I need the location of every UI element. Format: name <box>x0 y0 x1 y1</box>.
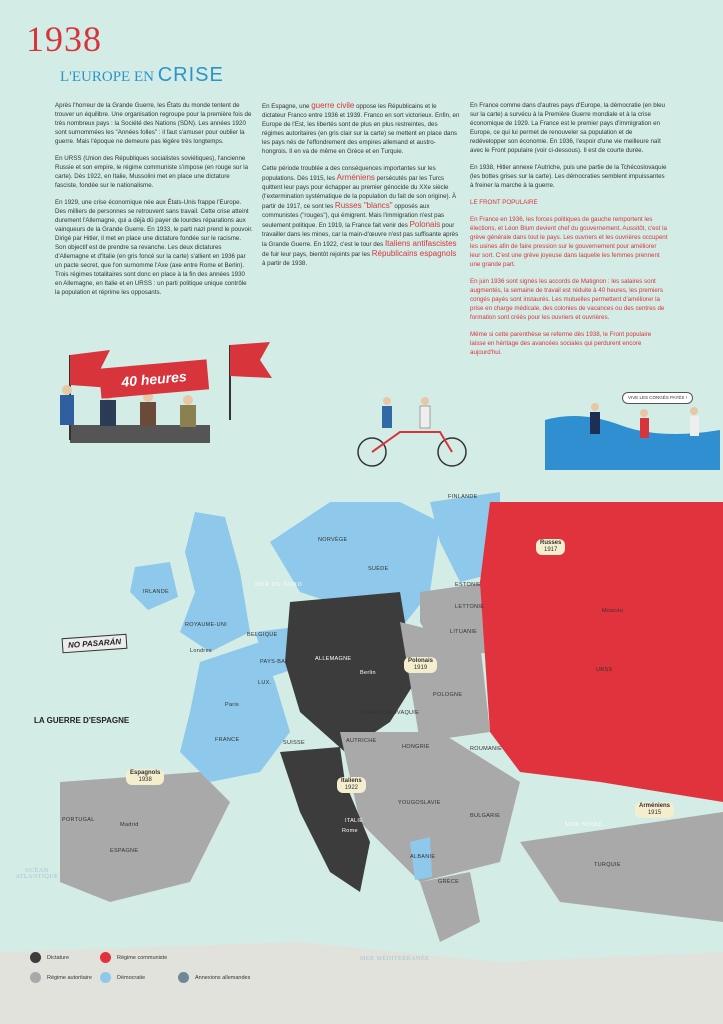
highlight-armeniens: Arméniens <box>336 173 375 182</box>
text-run: persécutés par les Turcs quittent leur pays pour échapper au premier génocide du XXe siècle (l'extermination systématique de la population du fait de son origine). À partir de 1917, ce sont les <box>262 175 457 210</box>
tandem-illustration <box>358 397 466 466</box>
tag-year: 1938 <box>138 777 152 783</box>
city-berlin: Berlin <box>360 670 376 676</box>
label-allemagne: ALLEMAGNE <box>315 656 352 662</box>
label-lituanie: LITUANIE <box>450 629 478 635</box>
worker-head <box>62 385 72 395</box>
text-run: opposés aux communistes ("rouges"), qui émigrent. Mais l'immigration n'est pas seulement politique. En 1919, la France fait venir des <box>262 203 445 229</box>
map-svg <box>0 482 723 1024</box>
label-yougoslavie: YOUGOSLAVIE <box>398 800 441 806</box>
rider <box>382 406 392 428</box>
text-run: de fuir leur pays, bientôt rejoints par les <box>262 251 372 258</box>
tag-name: Arméniens <box>639 803 671 809</box>
paragraph: En URSS (Union des Républiques socialistes soviétiques), l'ancienne Russie et son empire, le régime communiste s'impose (en rouge sur la carte). Dès 1922, en Italie, Mussolini met en place une dictature fasciste, fondée sur le nationalisme. <box>55 155 249 189</box>
text-run: Cette période troublée a des conséquences importantes sur les populations. Dès 1915, les <box>262 165 436 182</box>
illustrations-layer <box>0 0 723 482</box>
text-section <box>0 0 723 482</box>
label-autriche: AUTRICHE <box>346 738 377 744</box>
label-irlande: IRLANDE <box>143 589 169 595</box>
label-lux: LUX. <box>258 680 272 686</box>
front-populaire-title: LE FRONT POPULAIRE <box>470 199 538 206</box>
legend-dictature <box>30 952 69 963</box>
sea-mediterranee: MER MÉDITERRANÉE <box>360 956 430 962</box>
bather-head <box>690 407 698 415</box>
migration-tag-russes <box>536 539 565 555</box>
migration-tag-espagnols <box>126 769 164 785</box>
label-turquie: TURQUIE <box>594 862 621 868</box>
label-grece: GRÈCE <box>438 879 460 885</box>
rider-head <box>383 397 391 405</box>
guerre-espagne-label: LA GUERRE D'ESPAGNE <box>34 716 130 725</box>
label-pays-bas: PAYS-BAS <box>260 659 290 665</box>
paragraph: En juin 1936 sont signés les accords de Matignon : les salaires sont augmentés, la semaine de travail est réduite à 40 heures, les premiers congés payés sont instaurés. Les mutuelles permettent d'améliorer la prise en charge médicale, des colonies de vacances ou des centres de formation sont créés pour les ouvriers et ouvrières. <box>470 278 665 321</box>
city-moscou: Moscou <box>602 608 624 614</box>
bathers-illustration <box>545 403 720 470</box>
tag-year: 1915 <box>647 810 662 816</box>
subtitle-prefix: L'EUROPE EN <box>60 69 154 85</box>
legend-swatch <box>100 952 111 963</box>
city-londres: Londres <box>190 648 212 654</box>
legend-label: Dictature <box>47 954 70 961</box>
tag-name: Polonais <box>408 658 434 664</box>
label-royaume-uni: ROYAUME-UNI <box>185 622 228 628</box>
label-pologne: POLOGNE <box>433 692 463 698</box>
worker-figure <box>140 402 156 426</box>
sea-mer-noire: MER NOIRE <box>565 822 603 828</box>
europe-map <box>0 482 723 1024</box>
page-year-title: 1938 <box>26 19 102 59</box>
tag-year: 1922 <box>344 785 359 791</box>
text-run: En Espagne, une <box>262 103 312 110</box>
legend-communiste <box>100 952 167 963</box>
sea-mer-du-nord: MER DU NORD <box>255 582 303 588</box>
paragraph: Après l'horreur de la Grande Guerre, les États du monde tentent de trouver un équilibre. Une organisation regroupe pour la première fois de très nombreux pays : la Société des Nations (SDN). Les années 1920 sont surnommées les "Années folles" : il faut s'amuser pour oublier la guerre. Mais l'époque ne demeure pas légère très longtemps. <box>55 102 252 145</box>
label-estonie: ESTONIE <box>455 582 482 588</box>
label-france: FRANCE <box>215 737 240 743</box>
label-finlande: FINLANDE <box>448 494 478 500</box>
label-espagne: ESPAGNE <box>110 848 139 854</box>
red-flag <box>230 342 272 378</box>
paragraph: En 1938, Hitler annexe l'Autriche, puis une partie de la Tchécoslovaquie (les bottes grises sur la carte). Les démocraties semblent impuissantes à freiner la marche à la guerre. <box>470 164 667 189</box>
label-tchecoslovaquie: TCHÉCOSLOVAQUIE <box>360 710 420 716</box>
label-hongrie: HONGRIE <box>402 744 430 750</box>
legend-swatch <box>30 972 41 983</box>
worker-head <box>183 395 193 405</box>
paragraph: En France comme dans d'autres pays d'Europe, la démocratie (en bleu sur la carte) a survécu à la Première Guerre mondiale et à la crise économique de 1929. La France est le premier pays d'immigration en Europe, ce qui lui permet de renouveler sa population et de redévelopper son économie. En 1936, l'espoir d'une vie meilleure naît avec le Front populaire (voir ci-dessous). Il est de courte durée. <box>470 102 665 154</box>
legend-autoritaire <box>30 972 92 983</box>
label-bulgarie: BULGARIE <box>470 813 501 819</box>
worker-figure <box>100 400 116 426</box>
legend-label: Régime communiste <box>117 954 168 961</box>
paragraph: En 1929, une crise économique née aux États-Unis frappe l'Europe. Des milliers de personnes se retrouvent sans travail. Cette crise atteint durement l'Allemagne, qui a déjà dû payer de lourdes réparations aux vainqueurs de la Grande Guerre. En 1933, le parti nazi prend le pouvoir. Dirigé par Hitler, il met en place une dictature fondée sur le racisme. Son objectif est de prendre sa revanche. Les deux dictatures d'Allemagne et d'Italie (en gris foncé sur la carte) s'allient en 1936 par un pacte secret, que l'on surnomme l'Axe (axe entre Rome et Berlin). Trois régimes totalitaires sont donc en place à la fin des années 1930 en Allemagne, en Italie et en URSS : un parti politique unique contrôle la population et réprime les opposants. <box>55 199 253 296</box>
bather-head <box>640 409 648 417</box>
bather <box>590 412 600 434</box>
tag-year: 1919 <box>413 665 428 671</box>
label-norvege: NORVÈGE <box>318 537 348 543</box>
highlight-russes-blancs: Russes "blancs" <box>334 201 393 210</box>
paragraph: En France en 1936, les forces politiques de gauche remportent les élections, et Léon Blum devient chef du gouvernement. Aussitôt, c'est la grève générale dans tout le pays. Les ouvriers et les ouvrières occupent les usines afin de faire pression sur le gouvernement pour améliorer leur sort. C'est une grève joyeuse dans laquelle les femmes prennent une grande part. <box>470 216 668 268</box>
sea-ocean-atlantique: OCÉAN ATLANTIQUE <box>15 868 59 880</box>
label-suisse: SUISSE <box>283 740 305 746</box>
highlight-polonais: Polonais <box>409 220 441 229</box>
no-pasaran-sign: NO PASARÁN <box>62 634 128 654</box>
speech-bubble: VIVE LES CONGÉS PAYÉS ! <box>622 392 693 404</box>
legend-swatch <box>100 972 111 983</box>
migration-tag-italiens <box>337 777 366 793</box>
text-run: oppose les Républicains et le dictateur Franco entre 1936 et 1939. Franco en sort victorieux. Enfin, en Europe de l'Est, les libertés sont de plus en plus restreintes, des régimes autoritaires (en gris clair sur la carte) se mettent en place dans les pays nés de l'effondrement des empires allemand et austro-hongrois. Il en va de même en Grèce et en Turquie. <box>262 103 460 155</box>
label-albanie: ALBANIE <box>410 854 436 860</box>
label-suede: SUÈDE <box>368 566 389 572</box>
bather-head <box>591 403 599 411</box>
city-rome: Rome <box>342 828 358 834</box>
platform <box>70 425 210 443</box>
label-belgique: BELGIQUE <box>247 632 278 638</box>
highlight-republicains: Républicains espagnols <box>371 249 457 258</box>
tag-name: Espagnols <box>130 770 161 776</box>
40-heures-banner: 40 heures <box>99 359 209 398</box>
tag-name: Russes <box>540 540 562 546</box>
paragraph: Même si cette parenthèse se referme dès 1938, le Front populaire laisse en héritage des avancées sociales qui perdurent encore aujourd'hui. <box>470 331 652 356</box>
legend-annexions <box>178 972 250 983</box>
legend-democratie <box>100 972 145 983</box>
subtitle-crise: CRISE <box>157 64 224 86</box>
worker-figure <box>60 395 74 425</box>
worker-figure <box>180 405 196 427</box>
legend-label: Régime autoritaire <box>47 974 92 981</box>
boot-icon <box>178 972 189 983</box>
highlight-italiens: Italiens antifascistes <box>384 239 457 248</box>
text-run: à partir de 1938. <box>262 260 308 267</box>
tag-year: 1917 <box>544 547 558 553</box>
city-paris: Paris <box>225 702 240 708</box>
migration-tag-armeniens <box>635 802 674 818</box>
label-roumanie: ROUMANIE <box>470 746 503 752</box>
label-urss: URSS <box>596 667 613 673</box>
legend-label: Démocratie <box>117 974 146 981</box>
rider-head <box>421 397 429 405</box>
city-madrid: Madrid <box>120 822 139 828</box>
bather <box>690 416 699 436</box>
legend-label: Annexions allemandes <box>195 974 251 981</box>
bike-frame <box>372 432 452 452</box>
region-urss <box>480 502 723 802</box>
migration-tag-polonais <box>404 657 437 673</box>
bather <box>640 418 649 438</box>
legend-swatch <box>30 952 41 963</box>
rider <box>420 406 430 428</box>
text-run: pour travailler dans les mines, car la main-d'œuvre n'est pas suffisante après la Grande Guerre. En 1922, c'est le tour des <box>262 222 459 248</box>
label-italie: ITALIE <box>345 818 364 824</box>
label-portugal: PORTUGAL <box>62 817 95 823</box>
highlight-guerre-civile: guerre civile <box>311 101 355 110</box>
tag-name: Italiens <box>341 778 362 784</box>
label-lettonie: LETTONIE <box>455 604 485 610</box>
